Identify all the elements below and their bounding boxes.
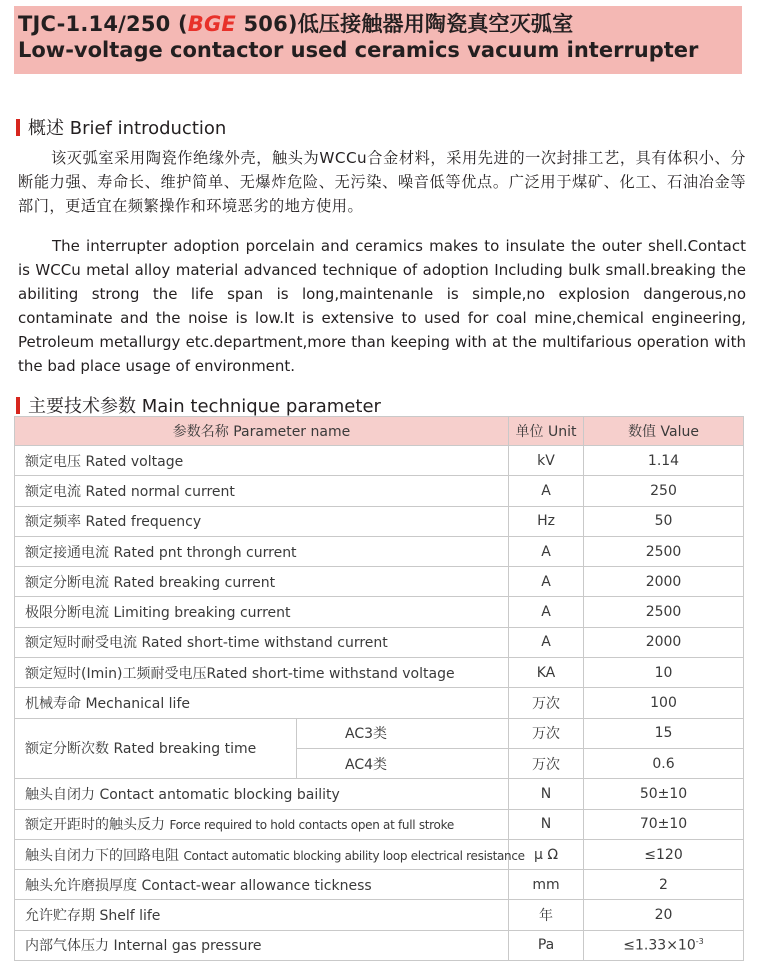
params-heading xyxy=(16,392,381,418)
title-cn-text: 506)低压接触器用陶瓷真空灭弧室 xyxy=(235,12,574,36)
param-value: 50±10 xyxy=(584,779,744,809)
param-unit: A xyxy=(509,536,584,566)
param-value-base: ≤1.33×10 xyxy=(623,937,696,954)
params-heading-text: 主要技术参数 Main technique parameter xyxy=(28,396,381,417)
param-unit: N xyxy=(509,779,584,809)
intro-text-cn: 该灭弧室采用陶瓷作绝缘外壳，触头为WCCu合金材料，采用先进的一次封排工艺，具有体积小、分断能力强、寿命长、维护简单、无爆炸危险、无污染、噪音低等优点。广泛用于煤矿、化工、石油冶金等部门，更适宜在频繁操作和环境恶劣的地方使用。 xyxy=(18,149,746,215)
param-name: 额定电压 Rated voltage xyxy=(15,446,509,476)
param-value: 2000 xyxy=(584,627,744,657)
param-value xyxy=(584,930,744,960)
param-value: 2500 xyxy=(584,536,744,566)
param-unit: N xyxy=(509,809,584,839)
parameter-table xyxy=(14,416,744,961)
table-row xyxy=(15,900,744,930)
param-unit: 万次 xyxy=(509,688,584,718)
param-unit: A xyxy=(509,476,584,506)
intro-text-en: The interrupter adoption porcelain and ceramics makes to insulate the outer shell.Contact is WCCu metal alloy material advanced technique of adoption Including bulk small.breaking the abiliting strong the life span is long,maintenanle is simple,no explosion dangerous,no contaminate and the noise is low.It is extensive to used for coal mine,chemical engineering, Petroleum metallurgy etc.department,more than keeping with at the multifarious operation with the bad place usage of environment. xyxy=(18,237,746,375)
param-sub-label: AC4类 xyxy=(297,748,509,778)
param-value: 70±10 xyxy=(584,809,744,839)
param-value-exponent: -3 xyxy=(695,937,704,947)
param-value: 250 xyxy=(584,476,744,506)
param-name: 额定电流 Rated normal current xyxy=(15,476,509,506)
page-title-en: Low-voltage contactor used ceramics vacuum interrupter xyxy=(18,38,699,62)
param-name: 允许贮存期 Shelf life xyxy=(15,900,509,930)
param-name: 触头自闭力 Contact antomatic blocking baility xyxy=(15,779,509,809)
param-name-en: Contact automatic blocking ability loop electrical resistance xyxy=(183,848,525,863)
table-row xyxy=(15,809,744,839)
table-row xyxy=(15,658,744,688)
table-row xyxy=(15,779,744,809)
param-name: 额定接通电流 Rated pnt throngh current xyxy=(15,536,509,566)
table-row xyxy=(15,597,744,627)
table-row xyxy=(15,506,744,536)
param-name: 额定短时(Imin)工频耐受电压Rated short-time withstand voltage xyxy=(15,658,509,688)
table-row xyxy=(15,870,744,900)
param-name: 额定短时耐受电流 Rated short-time withstand current xyxy=(15,627,509,657)
param-unit: mm xyxy=(509,870,584,900)
param-value: 0.6 xyxy=(584,748,744,778)
column-header-name: 参数名称 Parameter name xyxy=(15,417,509,446)
page-title-cn xyxy=(18,8,573,38)
param-name-en: Force required to hold contacts open at full stroke xyxy=(169,818,454,833)
param-unit: 年 xyxy=(509,900,584,930)
param-name: 额定分断电流 Rated breaking current xyxy=(15,567,509,597)
column-header-unit: 单位 Unit xyxy=(509,417,584,446)
section-marker-icon xyxy=(16,119,20,136)
param-unit: A xyxy=(509,627,584,657)
param-unit: 万次 xyxy=(509,748,584,778)
param-name: 内部气体压力 Internal gas pressure xyxy=(15,930,509,960)
column-header-value: 数值 Value xyxy=(584,417,744,446)
param-value: 50 xyxy=(584,506,744,536)
param-name: 机械寿命 Mechanical life xyxy=(15,688,509,718)
param-value: 2 xyxy=(584,870,744,900)
intro-heading xyxy=(16,114,226,140)
brand-logo: BGE xyxy=(187,12,236,36)
intro-heading-text: 概述 Brief introduction xyxy=(28,118,227,139)
param-unit: Pa xyxy=(509,930,584,960)
table-row xyxy=(15,627,744,657)
param-value: 20 xyxy=(584,900,744,930)
param-unit: A xyxy=(509,567,584,597)
table-row xyxy=(15,446,744,476)
param-value: 1.14 xyxy=(584,446,744,476)
param-name: 额定分断次数 Rated breaking time xyxy=(15,718,297,779)
table-row xyxy=(15,476,744,506)
param-unit: μ Ω xyxy=(509,839,584,869)
param-unit: KA xyxy=(509,658,584,688)
param-sub-label: AC3类 xyxy=(297,718,509,748)
param-value: 2000 xyxy=(584,567,744,597)
param-name xyxy=(15,809,509,839)
param-name-cn: 触头自闭力下的回路电阻 xyxy=(25,847,184,864)
param-unit: 万次 xyxy=(509,718,584,748)
table-header-row xyxy=(15,417,744,446)
section-marker-icon xyxy=(16,397,20,414)
param-name: 极限分断电流 Limiting breaking current xyxy=(15,597,509,627)
param-name: 额定频率 Rated frequency xyxy=(15,506,509,536)
param-unit: kV xyxy=(509,446,584,476)
param-value: 15 xyxy=(584,718,744,748)
table-row xyxy=(15,567,744,597)
model-number: TJC-1.14/250 ( xyxy=(18,12,188,36)
param-unit: A xyxy=(509,597,584,627)
table-row xyxy=(15,930,744,960)
param-unit: Hz xyxy=(509,506,584,536)
param-name: 触头允许磨损厚度 Contact-wear allowance tickness xyxy=(15,870,509,900)
param-name-cn: 额定开距时的触头反力 xyxy=(25,817,170,834)
param-value: 2500 xyxy=(584,597,744,627)
table-row xyxy=(15,839,744,869)
table-row xyxy=(15,718,744,748)
param-value: 100 xyxy=(584,688,744,718)
table-row xyxy=(15,536,744,566)
table-row xyxy=(15,688,744,718)
param-value: ≤120 xyxy=(584,839,744,869)
param-name xyxy=(15,839,525,869)
param-value: 10 xyxy=(584,658,744,688)
